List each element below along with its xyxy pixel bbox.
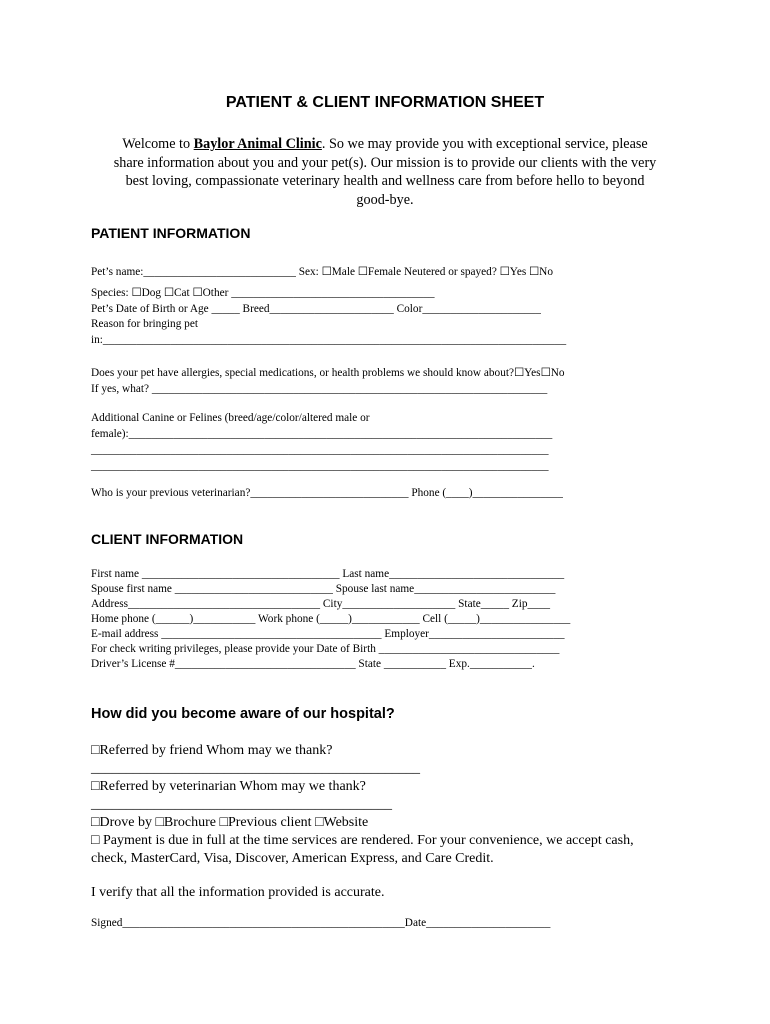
awareness-options[interactable]: □Drove by □Brochure □Previous client □Website xyxy=(91,815,369,830)
intro-paragraph xyxy=(80,135,690,209)
address-line[interactable]: Address__________________________________ City____________________ State_____ Zip____ xyxy=(91,598,551,610)
intro-line-4: good-bye. xyxy=(356,191,414,208)
intro-line-1 xyxy=(80,135,690,154)
additional-pets-field[interactable]: female):___________________________________________________________________________ xyxy=(91,428,553,440)
intro-welcome: Welcome to xyxy=(122,136,194,152)
species-line[interactable]: Species: ☐Dog ☐Cat ☐Other ____________________________________ xyxy=(91,287,435,299)
reason-field[interactable]: in:__________________________________________________________________________________ xyxy=(91,334,567,346)
clinic-name: Baylor Animal Clinic xyxy=(193,136,322,152)
allergies-details-line[interactable]: If yes, what? ______________________________________________________________________ xyxy=(91,383,548,395)
payment-methods: check, MasterCard, Visa, Discover, American Express, and Care Credit. xyxy=(91,851,494,866)
page-title: PATIENT & CLIENT INFORMATION SHEET xyxy=(225,94,545,111)
intro-line-1-rest: . So we may provide you with exceptional service, please xyxy=(321,136,648,152)
intro-line-3: best loving, compassionate veterinary health and wellness care from before hello to beyond xyxy=(125,173,645,189)
name-line[interactable]: First name ___________________________________ Last name_______________________________ xyxy=(91,568,565,580)
birth-breed-color-line[interactable]: Pet’s Date of Birth or Age _____ Breed______________________ Color_____________________ xyxy=(91,303,541,315)
referred-by-friend-option[interactable]: □Referred by friend Whom may we thank? xyxy=(91,743,333,758)
referred-by-vet-option[interactable]: □Referred by veterinarian Whom may we thank? xyxy=(91,779,366,794)
allergies-question-line[interactable]: Does your pet have allergies, special medications, or health problems we should know about?☐Yes☐No xyxy=(91,367,565,379)
previous-vet-line[interactable]: Who is your previous veterinarian?____________________________ Phone (____)________________ xyxy=(91,487,563,499)
drivers-license-line[interactable]: Driver’s License #________________________________ State ___________ Exp.___________. xyxy=(91,658,535,670)
payment-note[interactable]: □ Payment is due in full at the time services are rendered. For your convenience, we accept cash, xyxy=(91,833,634,848)
check-writing-line[interactable]: For check writing privileges, please provide your Date of Birth ________________________________ xyxy=(91,643,560,655)
intro-line-2: share information about you and your pet(s). Our mission is to provide our clients with the very xyxy=(113,154,657,171)
pet-name-sex-neutered-line[interactable]: Pet’s name:___________________________ Sex: ☐Male ☐Female Neutered or spayed? ☐Yes ☐No xyxy=(91,266,553,278)
client-information-heading: CLIENT INFORMATION xyxy=(91,531,244,547)
vet-name-field[interactable]: ___________________________________________ xyxy=(91,797,392,812)
additional-pets-blank-2[interactable]: _________________________________________________________________________________ xyxy=(91,460,549,472)
email-employer-line[interactable]: E-mail address _______________________________________ Employer________________________ xyxy=(91,628,565,640)
additional-pets-label: Additional Canine or Felines (breed/age/color/altered male or xyxy=(91,412,370,424)
patient-information-heading: PATIENT INFORMATION xyxy=(91,225,251,241)
friend-name-field[interactable]: _______________________________________________ xyxy=(91,761,420,776)
spouse-name-line[interactable]: Spouse first name ____________________________ Spouse last name_________________________ xyxy=(91,583,556,595)
verification-statement: I verify that all the information provided is accurate. xyxy=(91,885,385,900)
phone-line[interactable]: Home phone (______)___________ Work phone (_____)____________ Cell (_____)________________ xyxy=(91,613,571,625)
awareness-heading: How did you become aware of our hospital? xyxy=(91,706,395,722)
signature-date-line[interactable]: Signed__________________________________________________Date______________________ xyxy=(91,917,551,929)
additional-pets-blank-1[interactable]: _________________________________________________________________________________ xyxy=(91,444,549,456)
reason-label: Reason for bringing pet xyxy=(91,318,198,330)
